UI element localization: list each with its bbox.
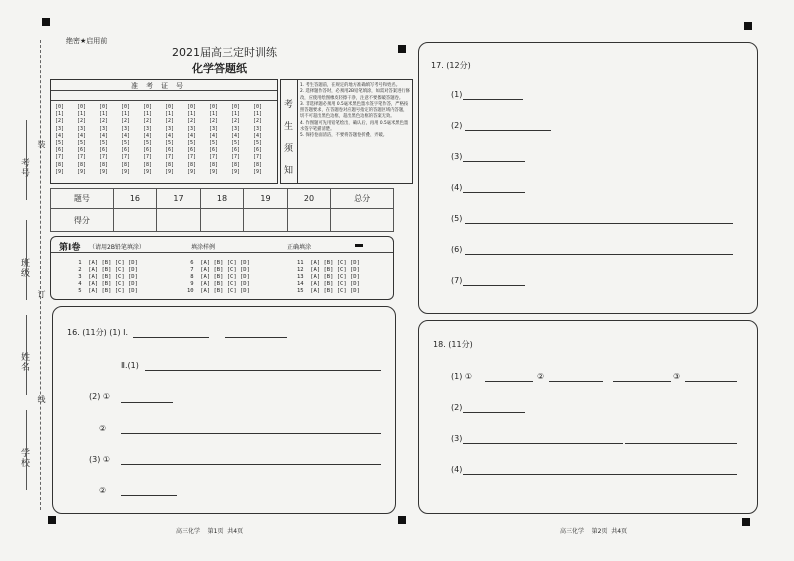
mcq-question-12[interactable]: 12 [A] [B] [C] [D] [297,267,360,273]
score-cell-19[interactable] [244,209,288,232]
exam-number-bubble[interactable]: [1] [143,111,153,118]
score-header-18: 18 [200,189,244,209]
registration-mark-top-right [744,22,752,30]
q16-blank-4[interactable] [121,402,173,403]
exam-number-bubble[interactable]: [0] [231,104,241,110]
exam-number-bubble[interactable]: [4] [231,132,241,139]
exam-number-column[interactable] [187,104,196,176]
q16-blank-2[interactable] [225,337,287,338]
secret-label: 绝密★启用前 [66,37,108,45]
part1-correct-label: 正确填涂 [287,244,312,251]
exam-number-column[interactable] [121,104,130,176]
exam-number-bubble[interactable]: [5] [143,140,153,147]
mcq-question-4[interactable]: 4 [A] [B] [C] [D] [75,281,138,287]
mcq-question-9[interactable]: 9 [A] [B] [C] [D] [187,281,250,287]
exam-number-bubble[interactable]: [9] [231,168,241,175]
notice-label [284,94,294,182]
q17-panel [418,42,758,314]
side-label-name: 姓名 [19,352,29,372]
q18-blank-5[interactable] [463,412,525,413]
exam-number-bubble[interactable]: [4] [121,132,131,139]
exam-number-bubble[interactable]: [2] [187,118,197,125]
notice-item-5: 5. 保持卷面清洁，不要将答题卷折叠、弄破。 [300,133,388,139]
notice-item-1: 1. 考生答题前，在规定的地方准确填写考号和姓名。 [300,83,400,88]
mcq-question-14[interactable]: 14 [A] [B] [C] [D] [297,281,360,287]
q18-blank-2[interactable] [549,381,603,382]
mcq-question-13[interactable]: 13 [A] [B] [C] [D] [297,274,360,280]
q17-blank-5[interactable] [465,223,733,224]
exam-number-bubble[interactable]: [1] [165,111,175,118]
notice-char-2: 生 [284,122,294,132]
exam-number-bubble[interactable]: [6] [209,147,219,154]
exam-number-bubble[interactable]: [9] [143,168,153,175]
registration-mark-top-left [42,18,50,26]
q16-blank-6[interactable] [121,464,381,465]
mcq-column-2[interactable] [187,260,250,295]
exam-number-bubble[interactable]: [5] [55,140,65,147]
part1-title: 第Ⅰ卷 [59,243,81,253]
exam-number-bubble[interactable]: [7] [143,154,153,161]
exam-number-bubble[interactable]: [8] [165,161,175,168]
registration-mark-mid-left [398,45,406,53]
side-mark-xian: 线 [37,395,46,404]
exam-number-column[interactable] [253,104,262,176]
part1-divider [51,252,393,253]
exam-number-bubble[interactable]: [7] [187,154,197,161]
exam-number-bubble[interactable]: [4] [55,132,65,139]
exam-number-bubble[interactable]: [2] [165,118,175,125]
exam-number-bubble[interactable]: [2] [77,118,87,125]
mcq-question-5[interactable]: 5 [A] [B] [C] [D] [75,288,138,294]
score-header-20: 20 [287,189,331,209]
exam-number-bubble[interactable]: [5] [253,140,263,147]
exam-number-bubble[interactable]: [0] [55,104,65,110]
score-row-label: 得分 [51,209,114,232]
exam-number-bubble[interactable]: [1] [121,111,131,118]
q18-panel [418,320,758,514]
exam-number-bubble[interactable]: [1] [253,111,263,118]
part1-note: （请用2B铅笔填涂） [89,244,145,251]
notice-char-1: 考 [284,100,294,110]
exam-number-bubble[interactable]: [6] [253,147,263,154]
exam-number-bubble[interactable]: [3] [253,125,263,132]
exam-number-box [50,79,278,184]
q16-p2b-label: ② [99,424,107,433]
notice-char-3: 须 [284,144,294,154]
exam-number-bubble[interactable]: [8] [253,161,263,168]
exam-number-bubble[interactable]: [9] [253,168,263,175]
exam-number-bubble[interactable]: [5] [165,140,175,147]
q18-title: 18. (11分) [433,340,473,349]
exam-number-bubble[interactable]: [2] [253,118,263,125]
notice-box [280,79,413,184]
exam-number-bubble[interactable]: [7] [99,154,109,161]
exam-number-bubble[interactable]: [4] [99,132,109,139]
exam-number-bubble[interactable]: [8] [77,161,87,168]
exam-number-bubble[interactable]: [6] [165,147,175,154]
mcq-column-3[interactable] [297,260,360,295]
exam-number-bubble[interactable]: [7] [253,154,263,161]
q18-blank-1[interactable] [485,381,533,382]
mcq-question-8[interactable]: 8 [A] [B] [C] [D] [187,274,250,280]
score-cell-20[interactable] [287,209,331,232]
q16-blank-3[interactable] [145,370,381,371]
mcq-question-15[interactable]: 15 [A] [B] [C] [D] [297,288,360,294]
score-header-total: 总分 [331,189,394,209]
exam-number-column[interactable] [209,104,218,176]
q17-blank-4[interactable] [463,192,525,193]
side-blank-3[interactable] [26,315,28,395]
q17-part-6: (6) [451,245,463,254]
exam-number-bubble[interactable]: [2] [209,118,219,125]
q16-blank-7[interactable] [121,495,177,496]
exam-number-bubble[interactable]: [0] [209,104,219,110]
exam-number-bubble[interactable]: [5] [231,140,241,147]
q18-p1b-label: ② [537,372,545,381]
exam-number-bubble[interactable]: [8] [187,161,197,168]
exam-number-bubble[interactable]: [0] [77,104,87,110]
q18-p1-label: (1) ① [451,372,473,381]
exam-number-bubble[interactable]: [8] [121,161,131,168]
exam-number-bubble[interactable]: [4] [253,132,263,139]
exam-number-bubble[interactable]: [3] [231,125,241,132]
exam-number-divider-1 [51,90,277,91]
exam-number-bubble[interactable]: [6] [99,147,109,154]
mcq-question-11[interactable]: 11 [A] [B] [C] [D] [297,260,360,266]
q17-part-1: (1) [451,90,463,99]
q16-blank-1[interactable] [133,337,209,338]
exam-number-bubble[interactable]: [7] [209,154,219,161]
q16-panel [52,306,396,514]
q16-p3b-label: ② [99,486,107,495]
q16-p3a-label: (3) ① [89,455,111,464]
q17-part-5: (5) [451,214,463,223]
exam-number-bubble[interactable]: [7] [55,154,65,161]
q16-blank-5[interactable] [121,433,381,434]
score-header-16: 16 [113,189,157,209]
q18-part-4: (4) [451,465,463,474]
exam-number-bubble[interactable]: [8] [55,161,65,168]
exam-number-bubble[interactable]: [1] [187,111,197,118]
q16-ii-label: Ⅱ.(1) [121,361,139,370]
score-header-17: 17 [157,189,201,209]
notice-char-4: 知 [284,166,294,176]
mcq-question-6[interactable]: 6 [A] [B] [C] [D] [187,260,250,266]
exam-number-bubble[interactable]: [5] [77,140,87,147]
footer-right: 高三化学 第2页 共4页 [560,528,628,535]
q17-part-7: (7) [451,276,463,285]
exam-number-column[interactable] [231,104,240,176]
exam-number-bubble[interactable]: [0] [253,104,263,110]
exam-number-bubble[interactable]: [6] [231,147,241,154]
filled-bubble-example [355,244,363,247]
exam-number-bubble[interactable]: [7] [77,154,87,161]
exam-number-bubble[interactable]: [9] [209,168,219,175]
exam-number-bubble[interactable]: [9] [99,168,109,175]
score-cell-16[interactable] [113,209,157,232]
exam-number-bubble[interactable]: [8] [99,161,109,168]
exam-number-bubble[interactable]: [5] [121,140,131,147]
part1-example-label: 填涂样例 [191,244,216,251]
exam-number-bubble[interactable]: [0] [143,104,153,110]
score-header-label: 题号 [51,189,114,209]
side-blank-4[interactable] [26,410,28,490]
exam-number-bubble[interactable]: [3] [55,125,65,132]
exam-number-bubble[interactable]: [6] [187,147,197,154]
page-subtitle: 化学答题纸 [192,62,247,75]
exam-number-bubble[interactable]: [1] [209,111,219,118]
side-mark-ding: 订 [37,290,46,299]
q18-part-3: (3) [451,434,463,443]
exam-number-bubble[interactable]: [6] [121,147,131,154]
exam-number-bubble[interactable]: [1] [99,111,109,118]
q17-blank-2[interactable] [465,130,551,131]
q17-blank-1[interactable] [463,99,523,100]
exam-number-bubble[interactable]: [3] [165,125,175,132]
exam-number-bubble[interactable]: [7] [165,154,175,161]
registration-mark-bottom-left [48,516,56,524]
q18-blank-4[interactable] [685,381,737,382]
q18-blank-8[interactable] [463,474,737,475]
exam-number-column[interactable] [165,104,174,176]
exam-number-bubble[interactable]: [3] [77,125,87,132]
registration-mark-bottom-right [742,518,750,526]
mcq-column-1[interactable] [75,260,138,295]
side-label-exam-number: 考号 [19,158,29,178]
score-cell-total[interactable] [331,209,394,232]
score-cell-17[interactable] [157,209,201,232]
notice-item-2: 2. 选择题作答时，必须用2B铅笔填涂，如需对答案进行修改，应使用绘图橡皮轻擦干净，注意不要擦破答题卷。 [300,89,410,101]
exam-number-bubble[interactable]: [2] [121,118,131,125]
score-cell-18[interactable] [200,209,244,232]
q17-blank-7[interactable] [463,285,525,286]
exam-number-column[interactable] [77,104,86,176]
exam-number-bubble[interactable]: [7] [121,154,131,161]
q17-part-3: (3) [451,152,463,161]
exam-number-bubble[interactable]: [4] [187,132,197,139]
exam-number-bubble[interactable]: [1] [55,111,65,118]
notice-item-4: 4. 作图题可先用铅笔绘出，确认后，再用 0.5毫米黑色墨水签字笔描清楚。 [300,120,409,133]
q16-p2a-label: (2) ① [89,392,111,401]
exam-number-bubble[interactable]: [0] [187,104,197,110]
score-header-19: 19 [244,189,288,209]
q18-blank-7[interactable] [625,443,737,444]
exam-number-bubble[interactable]: [8] [209,161,219,168]
exam-number-bubble[interactable]: [5] [209,140,219,147]
side-label-school: 学校 [19,448,29,468]
exam-number-bubble[interactable]: [7] [231,154,241,161]
exam-number-bubble[interactable]: [2] [231,118,241,125]
exam-number-bubble[interactable]: [3] [121,125,131,132]
exam-number-bubble[interactable]: [3] [209,125,219,132]
exam-number-bubble[interactable]: [4] [77,132,87,139]
mcq-question-10[interactable]: 10 [A] [B] [C] [D] [187,288,250,294]
exam-number-bubble[interactable]: [1] [231,111,241,118]
exam-number-bubble[interactable]: [9] [55,168,65,175]
exam-number-label: 准考证号 [131,82,191,90]
exam-number-bubble[interactable]: [0] [99,104,109,110]
exam-number-bubble[interactable]: [4] [209,132,219,139]
notice-items [300,83,410,140]
mcq-question-1[interactable]: 1 [A] [B] [C] [D] [75,260,138,266]
exam-number-bubble[interactable]: [9] [165,168,175,175]
exam-number-bubble[interactable]: [9] [121,168,131,175]
binding-line [40,40,41,510]
exam-number-bubble[interactable]: [2] [55,118,65,125]
exam-number-bubble[interactable]: [2] [99,118,109,125]
notice-item-3: 3. 非选择题必须用 0.5毫米黑色墨水签字笔作答，严格按照答题要求，在答题卷对应题号指定的答题区域内答题，切不可超出黑色边框，超出黑色边框的答案无效。 [300,101,409,120]
exam-number-column[interactable] [55,104,64,176]
exam-number-bubble[interactable]: [6] [55,147,65,154]
side-mark-zhuang: 装 [37,140,46,149]
exam-number-bubble[interactable]: [3] [99,125,109,132]
exam-number-column[interactable] [99,104,108,176]
exam-number-bubble[interactable]: [8] [231,161,241,168]
q17-title: 17. (12分) [431,61,471,70]
registration-mark-bottom-mid [398,516,406,524]
q18-blank-3[interactable] [613,381,671,382]
exam-number-bubble[interactable]: [6] [77,147,87,154]
side-label-class: 班级 [19,258,29,278]
page-title: 2021届高三定时训练 [172,46,277,59]
q17-part-2: (2) [451,121,463,130]
notice-divider [297,80,298,183]
exam-number-bubble[interactable]: [4] [165,132,175,139]
exam-number-bubble[interactable]: [0] [165,104,175,110]
footer-left: 高三化学 第1页 共4页 [176,528,244,535]
mcq-question-2[interactable]: 2 [A] [B] [C] [D] [75,267,138,273]
mcq-question-7[interactable]: 7 [A] [B] [C] [D] [187,267,250,273]
score-table [50,188,394,232]
exam-number-column[interactable] [143,104,152,176]
q17-blank-6[interactable] [465,254,733,255]
side-blank-2[interactable] [26,220,28,300]
exam-number-bubble[interactable]: [9] [187,168,197,175]
q18-blank-6[interactable] [463,443,623,444]
exam-number-bubble[interactable]: [5] [187,140,197,147]
q18-part-2: (2) [451,403,463,412]
exam-number-bubble[interactable]: [9] [77,168,87,175]
q17-blank-3[interactable] [463,161,525,162]
exam-number-bubble[interactable]: [4] [143,132,153,139]
exam-number-bubble[interactable]: [2] [143,118,153,125]
part1-panel [50,236,394,300]
mcq-question-3[interactable]: 3 [A] [B] [C] [D] [75,274,138,280]
q16-title: 16. (11分) (1) Ⅰ. [67,328,129,337]
exam-number-bubble[interactable]: [0] [121,104,131,110]
exam-number-bubble[interactable]: [6] [143,147,153,154]
q17-part-4: (4) [451,183,463,192]
exam-number-bubble[interactable]: [1] [77,111,87,118]
exam-number-bubble[interactable]: [8] [143,161,153,168]
side-blank-1[interactable] [26,120,28,200]
exam-number-bubble[interactable]: [3] [187,125,197,132]
exam-number-divider-2 [51,100,277,101]
q18-p1c-label: ③ [673,372,681,381]
exam-number-bubble[interactable]: [3] [143,125,153,132]
exam-number-bubble[interactable]: [5] [99,140,109,147]
